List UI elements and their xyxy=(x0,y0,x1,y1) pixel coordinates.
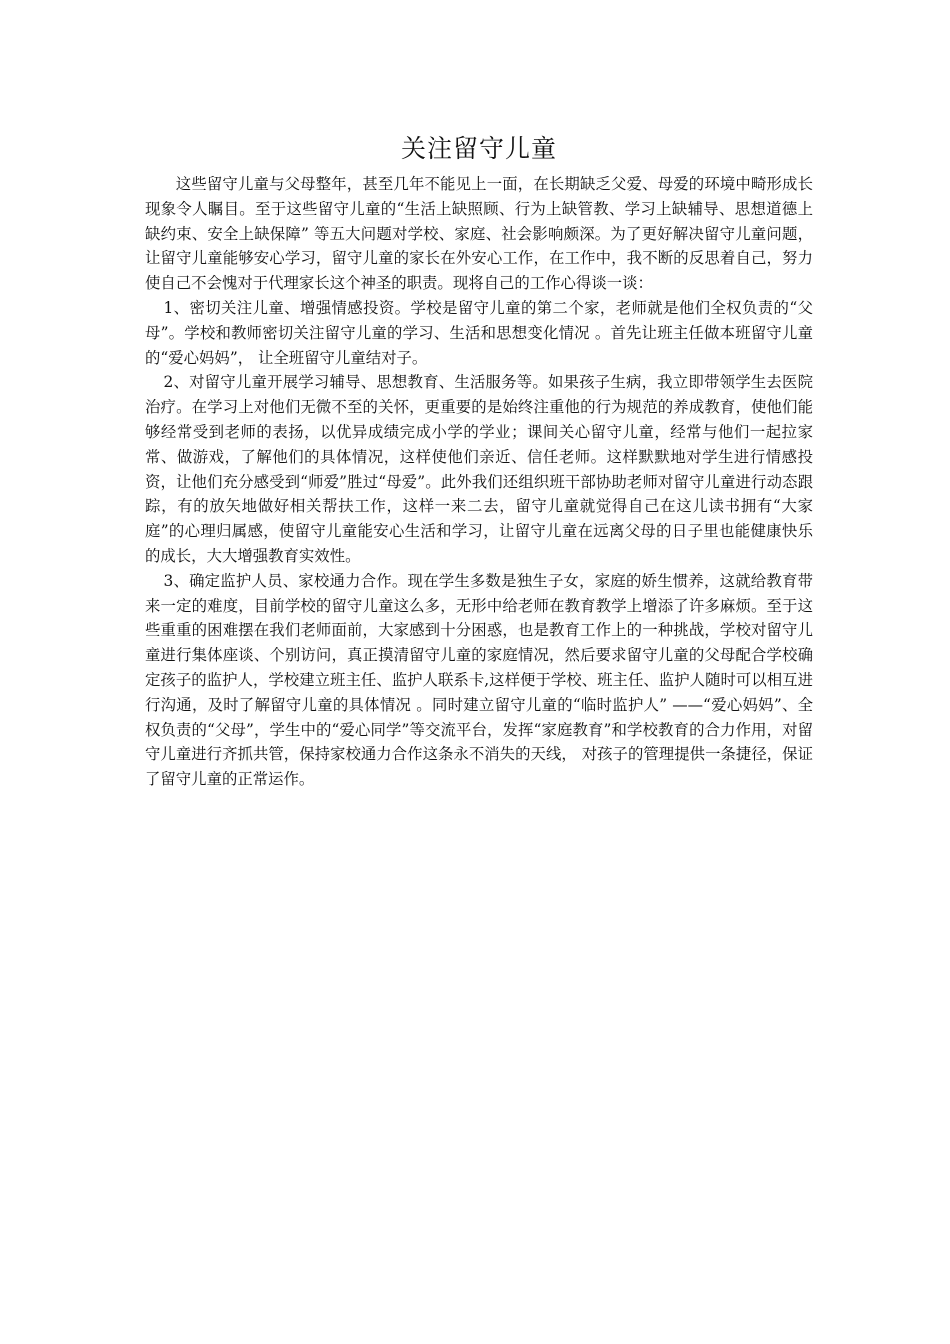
paragraph-intro: 这些留守儿童与父母整年，甚至几年不能见上一面，在长期缺乏父爱、母爱的环境中畸形成长现象令人瞩目。至于这些留守儿童的“生活上缺照顾、行为上缺管教、学习上缺辅导、思想道德上缺约束、安全上缺保障” 等五大问题对学校、家庭、社会影响颇深。为了更好解决留守儿童问题，让留守儿童能够安心学习，留守儿童的家长在外安心工作，在工作中，我不断的反思着自己，努力使自己不会愧对于代理家长这个神圣的职责。现将自己的工作心得谈一谈： xyxy=(145,175,813,293)
paragraph-point-2: 2、对留守儿童开展学习辅导、思想教育、生活服务等。如果孩子生病，我立即带领学生去医院治疗。在学习上对他们无微不至的关怀，更重要的是始终注重他的行为规范的养成教育，使他们能够经常受到老师的表扬，以优异成绩完成小学的学业；课间关心留守儿童，经常与他们一起拉家常、做游戏，了解他们的具体情况，这样使他们亲近、信任老师。这样默默地对学生进行情感投资，让他们充分感受到“师爱”胜过“母爱”。此外我们还组织班干部协助老师对留守儿童进行动态跟踪，有的放矢地做好相关帮扶工作，这样一来二去，留守儿童就觉得自己在这儿读书拥有“大家庭”的心理归属感，使留守儿童能安心生活和学习，让留守儿童在远离父母的日子里也能健康快乐的成长，大大增强教育实效性。 xyxy=(145,373,813,565)
document-page xyxy=(145,128,813,792)
paragraph-point-3: 3、确定监护人员、家校通力合作。现在学生多数是独生子女，家庭的娇生惯养，这就给教育带来一定的难度，目前学校的留守儿童这么多，无形中给老师在教育教学上增添了许多麻烦。至于这些重重的困难摆在我们老师面前，大家感到十分困惑，也是教育工作上的一种挑战，学校对留守儿童进行集体座谈、个别访问，真正摸清留守儿童的家庭情况，然后要求留守儿童的父母配合学校确定孩子的监护人，学校建立班主任、监护人联系卡,这样便于学校、班主任、监护人随时可以相互进行沟通，及时了解留守儿童的具体情况 。同时建立留守儿童的“临时监护人” ——“爱心妈妈”、全权负责的“父母”，学生中的“爱心同学”等交流平台，发挥“家庭教育”和学校教育的合力作用，对留守儿童进行齐抓共管，保持家校通力合作这条永不消失的天线， 对孩子的管理提供一条捷径，保证了留守儿童的正常运作。 xyxy=(145,571,813,789)
paragraph-point-1: 1、密切关注儿童、增强情感投资。学校是留守儿童的第二个家，老师就是他们全权负责的“父母”。学校和教师密切关注留守儿童的学习、生活和思想变化情况 。首先让班主任做本班留守儿童的“爱心妈妈”， 让全班留守儿童结对子。 xyxy=(145,298,813,367)
document-title: 关注留守儿童 xyxy=(400,134,557,163)
